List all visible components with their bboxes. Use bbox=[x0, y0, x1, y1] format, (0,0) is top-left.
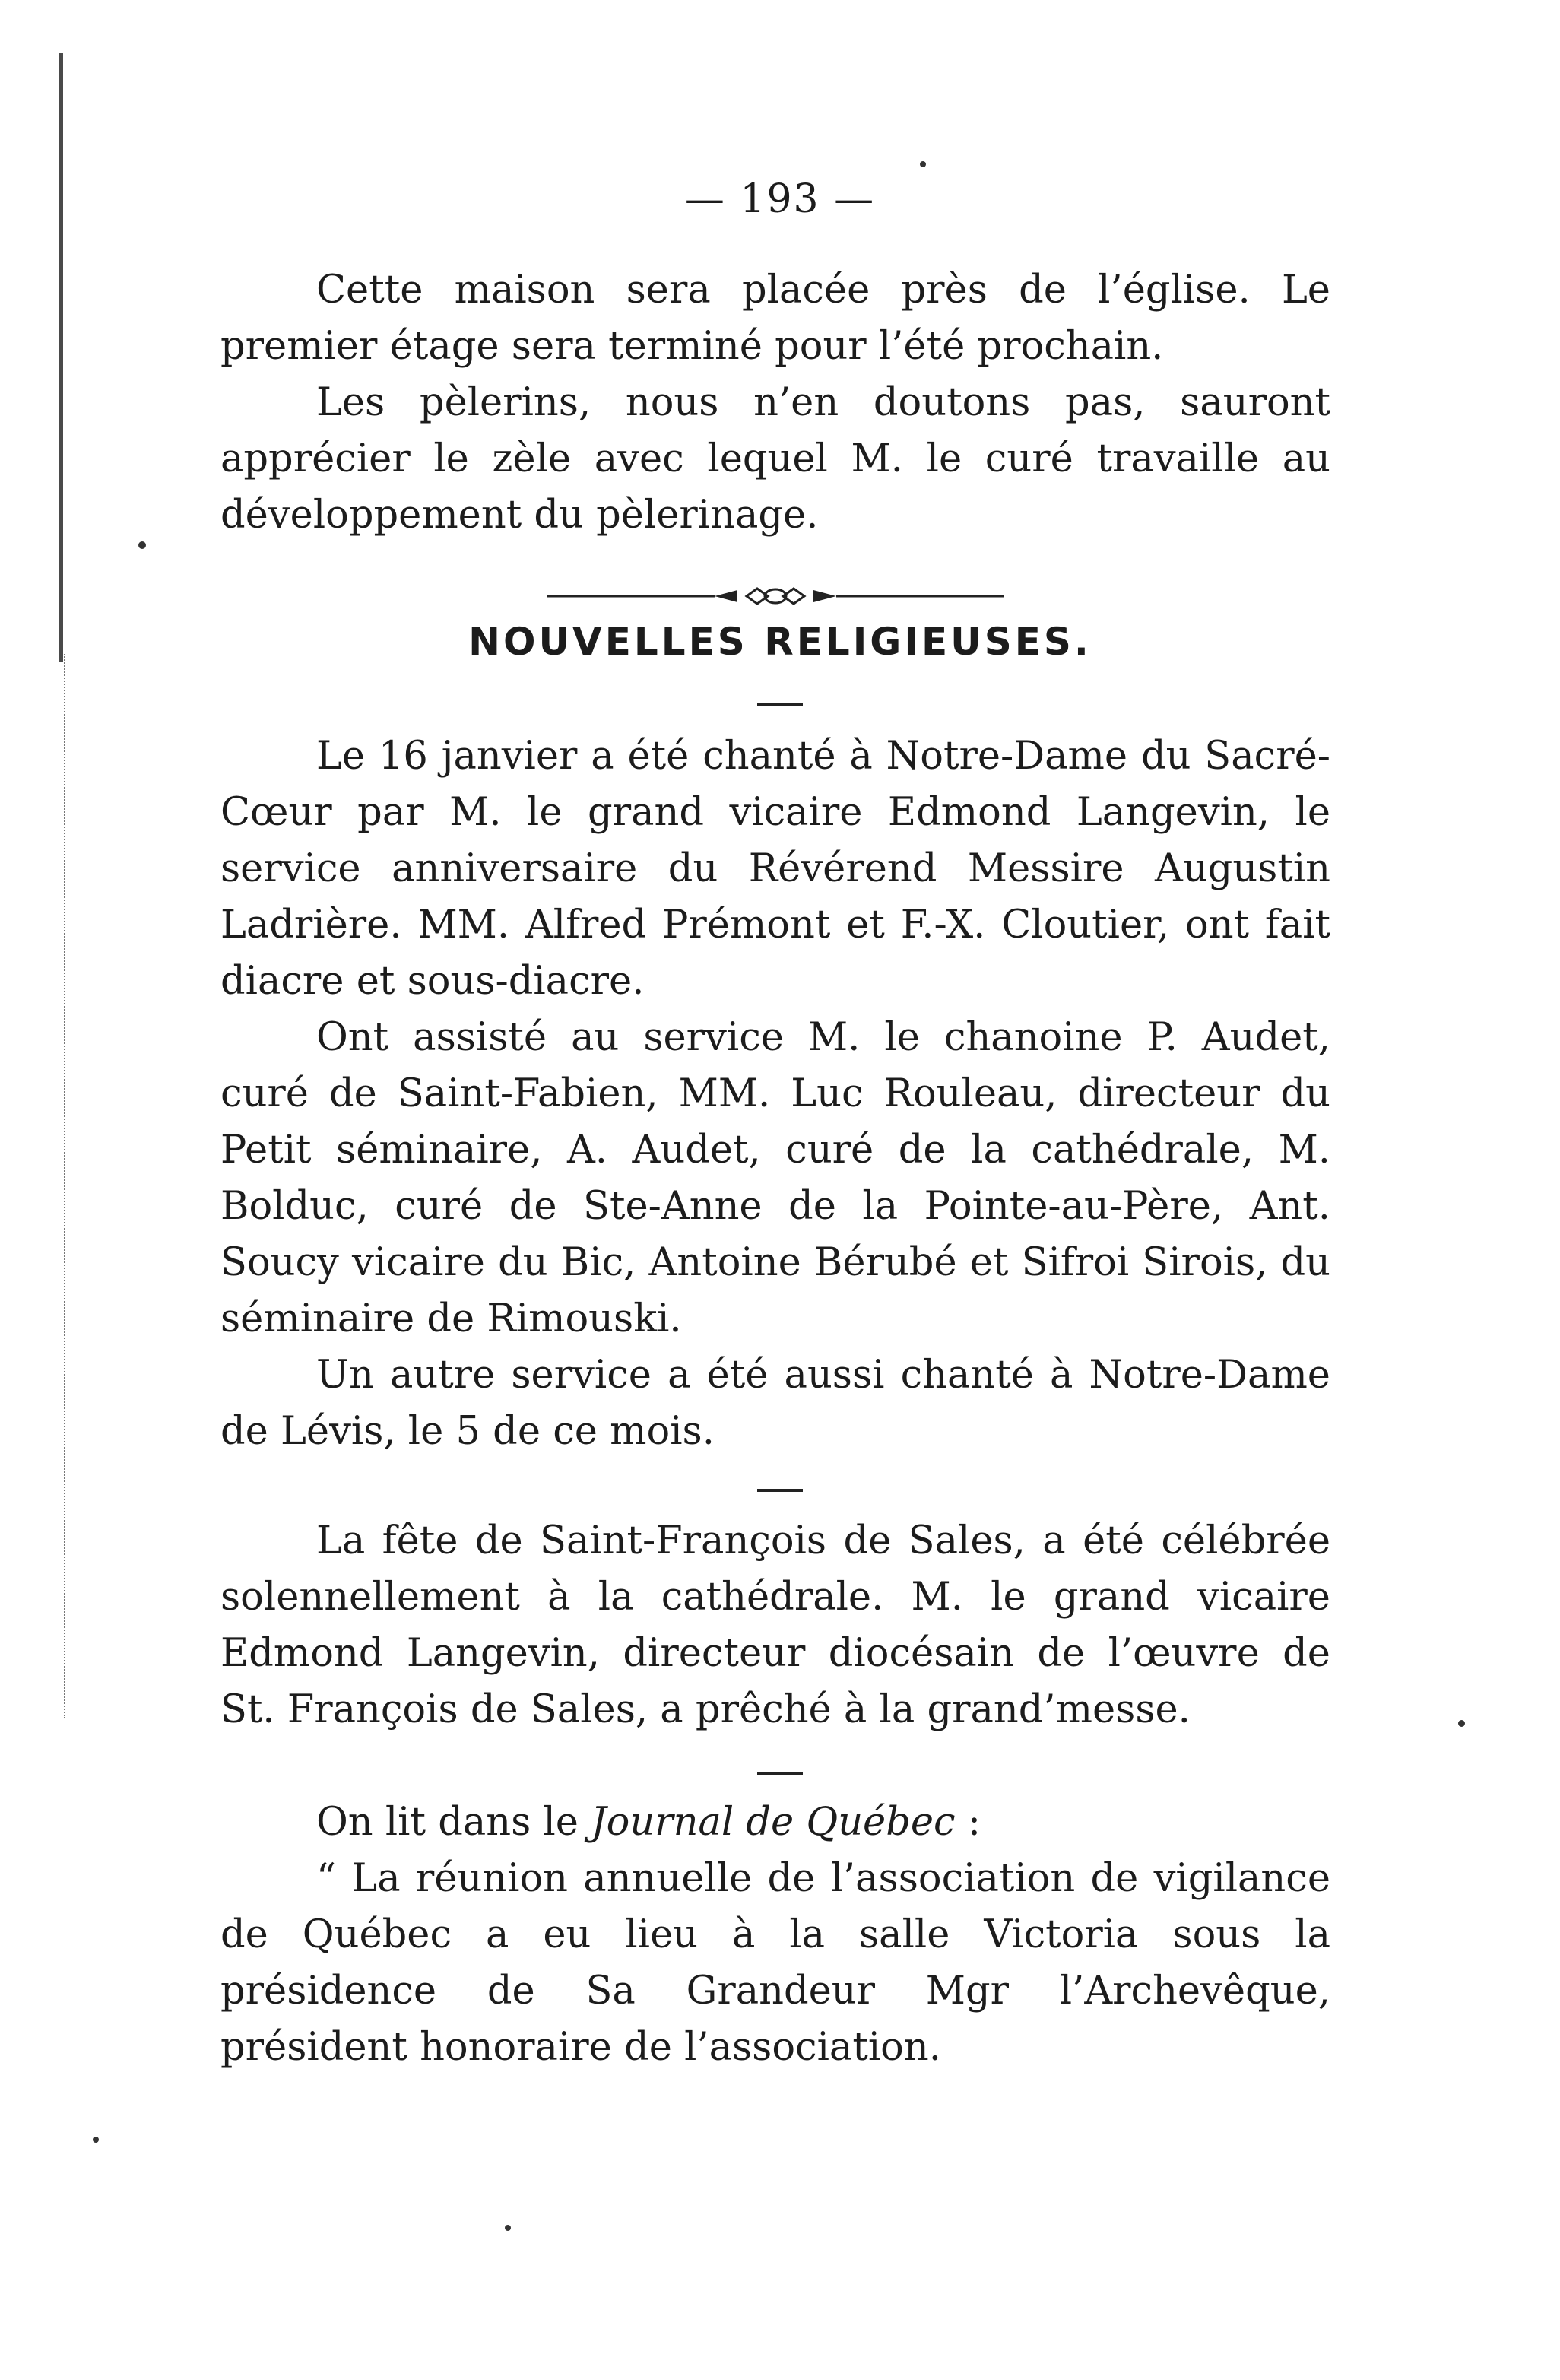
binding-edge-mark bbox=[59, 53, 63, 662]
news-item-3 bbox=[220, 1795, 1330, 2076]
ink-speck bbox=[1458, 1720, 1465, 1727]
news-item-2 bbox=[220, 1513, 1330, 1738]
intro-text bbox=[220, 262, 1330, 544]
journal-title: Journal de Québec bbox=[591, 1800, 956, 1845]
ink-speck bbox=[138, 541, 146, 549]
section-ornament bbox=[547, 585, 1004, 607]
separator-dash-2 bbox=[757, 1489, 803, 1492]
ink-speck bbox=[920, 161, 926, 167]
news-2-paragraph: La fête de Saint-François de Sales, a été célébrée solennellement à la cathédrale. M. le grand vicaire Edmond Langevin, directeur diocésain de l’œuvre de St. François de Sales, a prêché à la grand’messe. bbox=[220, 1518, 1330, 1732]
news-3-quote: “ La réunion annuelle de l’association de vigilance de Québec a eu lieu à la salle Victoria sous la présidence de Sa Grandeur Mgr l’Archevêque, président honoraire de l’association. bbox=[220, 1856, 1330, 2070]
section-title: NOUVELLES RELIGIEUSES. bbox=[468, 620, 1092, 664]
separator-dash-1 bbox=[757, 703, 803, 706]
intro-paragraph-2: Les pèlerins, nous n’en doutons pas, sauront apprécier le zèle avec lequel M. le curé travaille au développement du pèlerinage. bbox=[220, 380, 1330, 538]
ink-speck bbox=[93, 2137, 99, 2143]
news-3-lead-text: On lit dans le bbox=[316, 1800, 591, 1845]
news-1-paragraph-3: Un autre service a été aussi chanté à Notre-Dame de Lévis, le 5 de ce mois. bbox=[220, 1353, 1330, 1454]
news-1-paragraph-2: Ont assisté au service M. le chanoine P. Audet, curé de Saint-Fabien, MM. Luc Rouleau, directeur du Petit séminaire, A. Audet, curé de la cathédrale, M. Bolduc, curé de Ste-Anne de la Pointe-au-Père, Ant. Soucy vicaire du Bic, Antoine Bérubé et Sifroi Sirois, du séminaire de Rimouski. bbox=[220, 1015, 1330, 1341]
news-3-lead-end: : bbox=[955, 1800, 981, 1845]
binding-edge-dots bbox=[64, 654, 67, 1718]
ink-speck bbox=[505, 2225, 511, 2231]
news-1-paragraph-1: Le 16 janvier a été chanté à Notre-Dame du Sacré-Cœur par M. le grand vicaire Edmond Langevin, le service anniversaire du Révérend Messire Augustin Ladrière. MM. Alfred Prémont et F.-X. Cloutier, ont fait diacre et sous-diacre. bbox=[220, 734, 1330, 1004]
news-item-1 bbox=[220, 728, 1330, 1460]
news-3-lead bbox=[220, 1795, 1330, 1851]
separator-dash-3 bbox=[757, 1772, 803, 1775]
intro-paragraph-1: Cette maison sera placée près de l’église. Le premier étage sera terminé pour l’été prochain. bbox=[220, 268, 1330, 369]
page-number: — 193 — bbox=[684, 176, 876, 222]
